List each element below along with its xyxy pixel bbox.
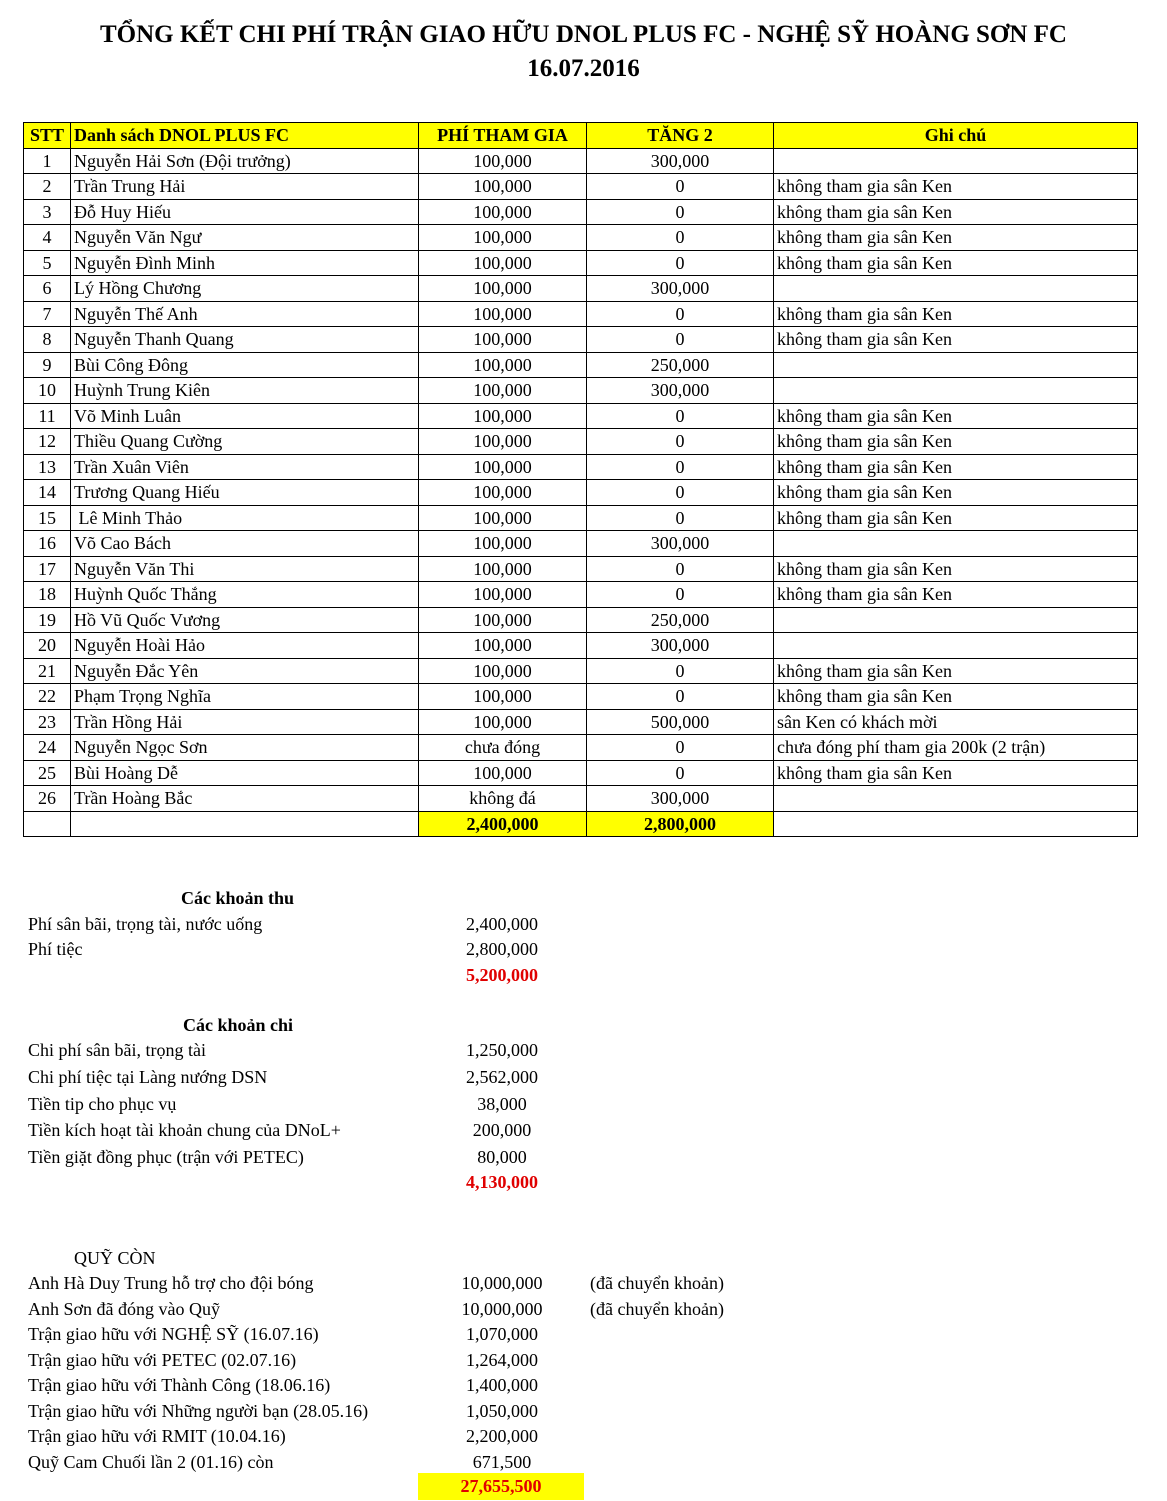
fund-item-label: Trận giao hữu với NGHỆ SỸ (16.07.16) — [28, 1324, 319, 1344]
expense-item-amount: 80,000 — [477, 1147, 527, 1167]
row-player-name: Nguyễn Văn Thi — [71, 556, 419, 582]
row-stt: 14 — [24, 480, 71, 506]
row-stt: 25 — [24, 760, 71, 786]
table-row — [24, 786, 1138, 812]
row-stt: 12 — [24, 429, 71, 455]
row-note — [774, 352, 1138, 378]
table-row — [24, 429, 1138, 455]
table-row — [24, 454, 1138, 480]
expense-item-amount: 38,000 — [477, 1094, 527, 1114]
row-note: không tham gia sân Ken — [774, 225, 1138, 251]
table-row — [24, 709, 1138, 735]
report-date: 16.07.2016 — [527, 55, 640, 82]
expense-item-amount: 2,562,000 — [466, 1067, 538, 1087]
row-stt: 24 — [24, 735, 71, 761]
row-stt: 3 — [24, 199, 71, 225]
row-note: không tham gia sân Ken — [774, 760, 1138, 786]
table-row — [24, 301, 1138, 327]
row-stt: 21 — [24, 658, 71, 684]
row-note: không tham gia sân Ken — [774, 199, 1138, 225]
row-tang2: 500,000 — [587, 709, 774, 735]
row-player-name: Võ Cao Bách — [71, 531, 419, 557]
row-player-name: Lê Minh Thảo — [71, 505, 419, 531]
row-tang2: 0 — [587, 684, 774, 710]
row-tang2: 0 — [587, 735, 774, 761]
row-tang2: 300,000 — [587, 531, 774, 557]
income-item-amount: 2,800,000 — [466, 939, 538, 959]
row-note — [774, 607, 1138, 633]
row-fee: chưa đóng — [419, 735, 587, 761]
row-stt: 23 — [24, 709, 71, 735]
row-tang2: 300,000 — [587, 378, 774, 404]
row-note — [774, 378, 1138, 404]
row-player-name: Trần Trung Hải — [71, 174, 419, 200]
row-stt: 11 — [24, 403, 71, 429]
row-stt: 7 — [24, 301, 71, 327]
table-header-row — [24, 123, 1138, 149]
fund-heading: QUỸ CÒN — [74, 1248, 156, 1268]
table-row — [24, 276, 1138, 302]
row-tang2: 0 — [587, 301, 774, 327]
row-player-name: Nguyễn Ngọc Sơn — [71, 735, 419, 761]
row-note: không tham gia sân Ken — [774, 327, 1138, 353]
expense-item-label: Chi phí sân bãi, trọng tài — [28, 1040, 206, 1060]
fund-item-amount: 10,000,000 — [461, 1273, 543, 1293]
row-fee: 100,000 — [419, 327, 587, 353]
fund-item-label: Trận giao hữu với Thành Công (18.06.16) — [28, 1375, 331, 1395]
row-note: không tham gia sân Ken — [774, 301, 1138, 327]
row-player-name: Nguyễn Hoài Hảo — [71, 633, 419, 659]
row-fee: 100,000 — [419, 658, 587, 684]
row-note: không tham gia sân Ken — [774, 505, 1138, 531]
expense-item-amount: 200,000 — [472, 1120, 532, 1140]
row-tang2: 300,000 — [587, 276, 774, 302]
row-stt: 5 — [24, 250, 71, 276]
table-row — [24, 531, 1138, 557]
report-title: TỔNG KẾT CHI PHÍ TRẬN GIAO HỮU DNOL PLUS FC - NGHỆ SỸ HOÀNG SƠN FC — [99, 21, 1067, 48]
row-tang2: 0 — [587, 327, 774, 353]
row-note — [774, 633, 1138, 659]
row-fee: 100,000 — [419, 250, 587, 276]
row-stt: 22 — [24, 684, 71, 710]
income-item-amount: 2,400,000 — [466, 914, 538, 934]
row-note: không tham gia sân Ken — [774, 658, 1138, 684]
row-fee: 100,000 — [419, 301, 587, 327]
table-row — [24, 403, 1138, 429]
row-tang2: 0 — [587, 760, 774, 786]
row-fee: 100,000 — [419, 607, 587, 633]
expense-item-label: Tiền tip cho phục vụ — [28, 1094, 177, 1114]
row-stt: 19 — [24, 607, 71, 633]
row-note: không tham gia sân Ken — [774, 582, 1138, 608]
fund-item-amount: 671,500 — [472, 1452, 532, 1472]
row-tang2: 250,000 — [587, 352, 774, 378]
fund-item-amount: 1,264,000 — [466, 1350, 538, 1370]
row-player-name: Nguyễn Đình Minh — [71, 250, 419, 276]
row-player-name: Nguyễn Hải Sơn (Đội trưởng) — [71, 148, 419, 174]
row-tang2: 300,000 — [587, 148, 774, 174]
table-row — [24, 760, 1138, 786]
row-stt: 6 — [24, 276, 71, 302]
table-row — [24, 582, 1138, 608]
row-player-name: Nguyễn Văn Ngư — [71, 225, 419, 251]
row-fee: 100,000 — [419, 403, 587, 429]
income-item-label: Phí tiệc — [28, 939, 83, 959]
row-note: không tham gia sân Ken — [774, 403, 1138, 429]
row-fee: 100,000 — [419, 582, 587, 608]
table-row — [24, 684, 1138, 710]
row-stt: 10 — [24, 378, 71, 404]
row-player-name: Lý Hồng Chương — [71, 276, 419, 302]
row-fee: 100,000 — [419, 199, 587, 225]
totals-row — [24, 811, 1138, 837]
totals-empty-cell — [71, 811, 419, 837]
row-tang2: 300,000 — [587, 633, 774, 659]
row-fee: 100,000 — [419, 684, 587, 710]
expenses-total: 4,130,000 — [466, 1172, 538, 1192]
row-player-name: Phạm Trọng Nghĩa — [71, 684, 419, 710]
row-tang2: 0 — [587, 556, 774, 582]
fund-item-label: Quỹ Cam Chuối lần 2 (01.16) còn — [28, 1452, 274, 1472]
row-fee: 100,000 — [419, 276, 587, 302]
row-note: không tham gia sân Ken — [774, 480, 1138, 506]
totals-empty-cell — [24, 811, 71, 837]
income-item-label: Phí sân bãi, trọng tài, nước uống — [28, 914, 263, 934]
row-stt: 17 — [24, 556, 71, 582]
row-player-name: Võ Minh Luân — [71, 403, 419, 429]
row-note — [774, 148, 1138, 174]
row-fee: 100,000 — [419, 709, 587, 735]
row-fee: 100,000 — [419, 454, 587, 480]
header-name: Danh sách DNOL PLUS FC — [71, 123, 419, 149]
row-fee: 100,000 — [419, 760, 587, 786]
table-body — [24, 148, 1138, 811]
row-stt: 2 — [24, 174, 71, 200]
row-note: không tham gia sân Ken — [774, 250, 1138, 276]
row-tang2: 0 — [587, 582, 774, 608]
fund-item-amount: 1,400,000 — [466, 1375, 538, 1395]
totals-empty-cell — [774, 811, 1138, 837]
row-fee: 100,000 — [419, 378, 587, 404]
row-tang2: 250,000 — [587, 607, 774, 633]
row-fee: 100,000 — [419, 225, 587, 251]
fund-item-note: (đã chuyển khoản) — [590, 1273, 724, 1293]
row-note: sân Ken có khách mời — [774, 709, 1138, 735]
table-row — [24, 658, 1138, 684]
row-stt: 4 — [24, 225, 71, 251]
row-player-name: Huỳnh Quốc Thắng — [71, 582, 419, 608]
row-tang2: 0 — [587, 403, 774, 429]
table-row — [24, 607, 1138, 633]
total-tang2: 2,800,000 — [587, 811, 774, 837]
expense-item-label: Chi phí tiệc tại Làng nướng DSN — [28, 1067, 268, 1087]
header-tang2: TĂNG 2 — [587, 123, 774, 149]
income-total: 5,200,000 — [466, 965, 538, 985]
table-row — [24, 735, 1138, 761]
table-row — [24, 174, 1138, 200]
row-fee: 100,000 — [419, 174, 587, 200]
row-player-name: Hồ Vũ Quốc Vương — [71, 607, 419, 633]
table-row — [24, 480, 1138, 506]
row-stt: 13 — [24, 454, 71, 480]
row-note: không tham gia sân Ken — [774, 556, 1138, 582]
row-tang2: 0 — [587, 174, 774, 200]
row-tang2: 0 — [587, 658, 774, 684]
row-stt: 26 — [24, 786, 71, 812]
player-fee-table — [23, 122, 1138, 837]
row-player-name: Trần Hồng Hải — [71, 709, 419, 735]
header-note: Ghi chú — [774, 123, 1138, 149]
table-row — [24, 556, 1138, 582]
fund-item-label: Anh Hà Duy Trung hỗ trợ cho đội bóng — [28, 1273, 314, 1293]
row-note — [774, 786, 1138, 812]
fund-item-label: Anh Sơn đã đóng vào Quỹ — [28, 1299, 221, 1319]
row-stt: 1 — [24, 148, 71, 174]
row-stt: 9 — [24, 352, 71, 378]
row-tang2: 0 — [587, 225, 774, 251]
row-tang2: 0 — [587, 199, 774, 225]
fund-item-amount: 1,070,000 — [466, 1324, 538, 1344]
table-row — [24, 225, 1138, 251]
table-row — [24, 505, 1138, 531]
row-player-name: Thiều Quang Cường — [71, 429, 419, 455]
table-row — [24, 199, 1138, 225]
table-row — [24, 250, 1138, 276]
row-tang2: 0 — [587, 505, 774, 531]
row-fee: không đá — [419, 786, 587, 812]
expense-item-amount: 1,250,000 — [466, 1040, 538, 1060]
table-row — [24, 352, 1138, 378]
expense-item-label: Tiền giặt đồng phục (trận với PETEC) — [28, 1147, 304, 1167]
table-row — [24, 148, 1138, 174]
row-player-name: Trần Xuân Viên — [71, 454, 419, 480]
fund-item-note: (đã chuyển khoản) — [590, 1299, 724, 1319]
row-tang2: 0 — [587, 454, 774, 480]
fund-item-label: Trận giao hữu với PETEC (02.07.16) — [28, 1350, 297, 1370]
row-tang2: 300,000 — [587, 786, 774, 812]
row-fee: 100,000 — [419, 480, 587, 506]
table-row — [24, 633, 1138, 659]
row-player-name: Nguyễn Thanh Quang — [71, 327, 419, 353]
row-tang2: 0 — [587, 429, 774, 455]
income-heading: Các khoản thu — [181, 888, 295, 908]
fund-item-amount: 2,200,000 — [466, 1426, 538, 1446]
row-player-name: Nguyễn Đắc Yên — [71, 658, 419, 684]
row-stt: 20 — [24, 633, 71, 659]
row-note: không tham gia sân Ken — [774, 454, 1138, 480]
row-note: chưa đóng phí tham gia 200k (2 trận) — [774, 735, 1138, 761]
row-fee: 100,000 — [419, 148, 587, 174]
row-note: không tham gia sân Ken — [774, 429, 1138, 455]
row-note — [774, 531, 1138, 557]
row-player-name: Bùi Hoàng Dễ — [71, 760, 419, 786]
row-player-name: Huỳnh Trung Kiên — [71, 378, 419, 404]
row-stt: 15 — [24, 505, 71, 531]
row-note: không tham gia sân Ken — [774, 174, 1138, 200]
table-row — [24, 327, 1138, 353]
fund-item-label: Trận giao hữu với RMIT (10.04.16) — [28, 1426, 286, 1446]
row-player-name: Bùi Công Đông — [71, 352, 419, 378]
row-note: không tham gia sân Ken — [774, 684, 1138, 710]
row-fee: 100,000 — [419, 633, 587, 659]
row-fee: 100,000 — [419, 352, 587, 378]
table-row — [24, 378, 1138, 404]
row-player-name: Trương Quang Hiếu — [71, 480, 419, 506]
header-stt: STT — [24, 123, 71, 149]
row-player-name: Trần Hoàng Bắc — [71, 786, 419, 812]
row-player-name: Nguyễn Thế Anh — [71, 301, 419, 327]
row-tang2: 0 — [587, 480, 774, 506]
row-stt: 16 — [24, 531, 71, 557]
expenses-heading: Các khoản chi — [183, 1015, 294, 1035]
fund-total: 27,655,500 — [418, 1473, 584, 1500]
fund-item-label: Trận giao hữu với Những người bạn (28.05.16) — [28, 1401, 369, 1421]
fund-item-amount: 10,000,000 — [461, 1299, 543, 1319]
expense-item-label: Tiền kích hoạt tài khoản chung của DNoL+ — [28, 1120, 341, 1140]
row-fee: 100,000 — [419, 505, 587, 531]
row-tang2: 0 — [587, 250, 774, 276]
header-fee: PHÍ THAM GIA — [419, 123, 587, 149]
row-fee: 100,000 — [419, 429, 587, 455]
total-fee: 2,400,000 — [419, 811, 587, 837]
fund-item-amount: 1,050,000 — [466, 1401, 538, 1421]
row-player-name: Đỗ Huy Hiếu — [71, 199, 419, 225]
row-fee: 100,000 — [419, 556, 587, 582]
row-stt: 8 — [24, 327, 71, 353]
row-note — [774, 276, 1138, 302]
row-fee: 100,000 — [419, 531, 587, 557]
row-stt: 18 — [24, 582, 71, 608]
